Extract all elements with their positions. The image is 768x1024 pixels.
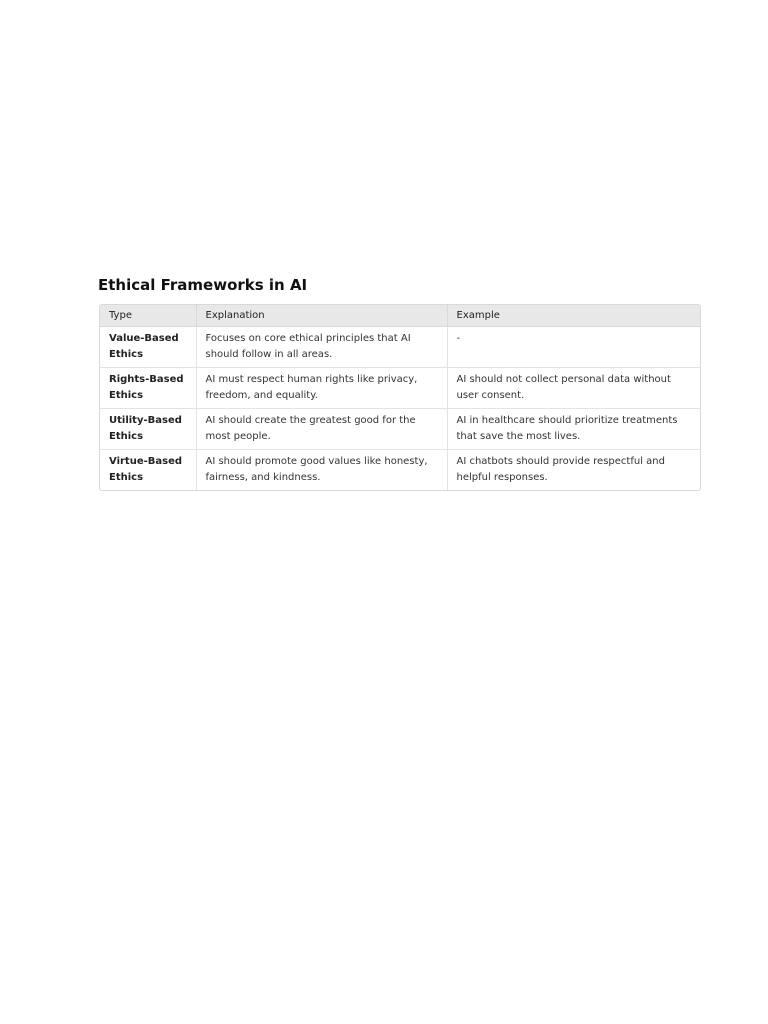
explanation-cell: AI must respect human rights like privacy, freedom, and equality. — [196, 368, 447, 409]
type-cell: Virtue-Based Ethics — [100, 450, 196, 491]
explanation-cell: AI should promote good values like honesty, fairness, and kindness. — [196, 450, 447, 491]
type-cell: Utility-Based Ethics — [100, 409, 196, 450]
example-cell: AI should not collect personal data without user consent. — [447, 368, 700, 409]
explanation-cell: AI should create the greatest good for the most people. — [196, 409, 447, 450]
table-row — [100, 409, 700, 450]
example-cell: AI in healthcare should prioritize treatments that save the most lives. — [447, 409, 700, 450]
table-row — [100, 368, 700, 409]
example-cell: - — [447, 327, 700, 368]
table-header-row — [100, 305, 700, 327]
table-header — [100, 305, 700, 327]
frameworks-table-container — [99, 304, 701, 491]
document-title: Ethical Frameworks in AI — [98, 276, 308, 294]
frameworks-table — [100, 305, 700, 490]
header-explanation: Explanation — [196, 305, 447, 327]
type-cell: Value-Based Ethics — [100, 327, 196, 368]
header-example: Example — [447, 305, 700, 327]
example-cell: AI chatbots should provide respectful and helpful responses. — [456, 456, 665, 483]
type-cell: Rights-Based Ethics — [100, 368, 196, 409]
table-row — [100, 327, 700, 368]
header-type: Type — [100, 305, 196, 327]
table-row — [100, 450, 700, 491]
table-body — [100, 327, 700, 491]
explanation-cell: Focuses on core ethical principles that AI should follow in all areas. — [196, 327, 447, 368]
